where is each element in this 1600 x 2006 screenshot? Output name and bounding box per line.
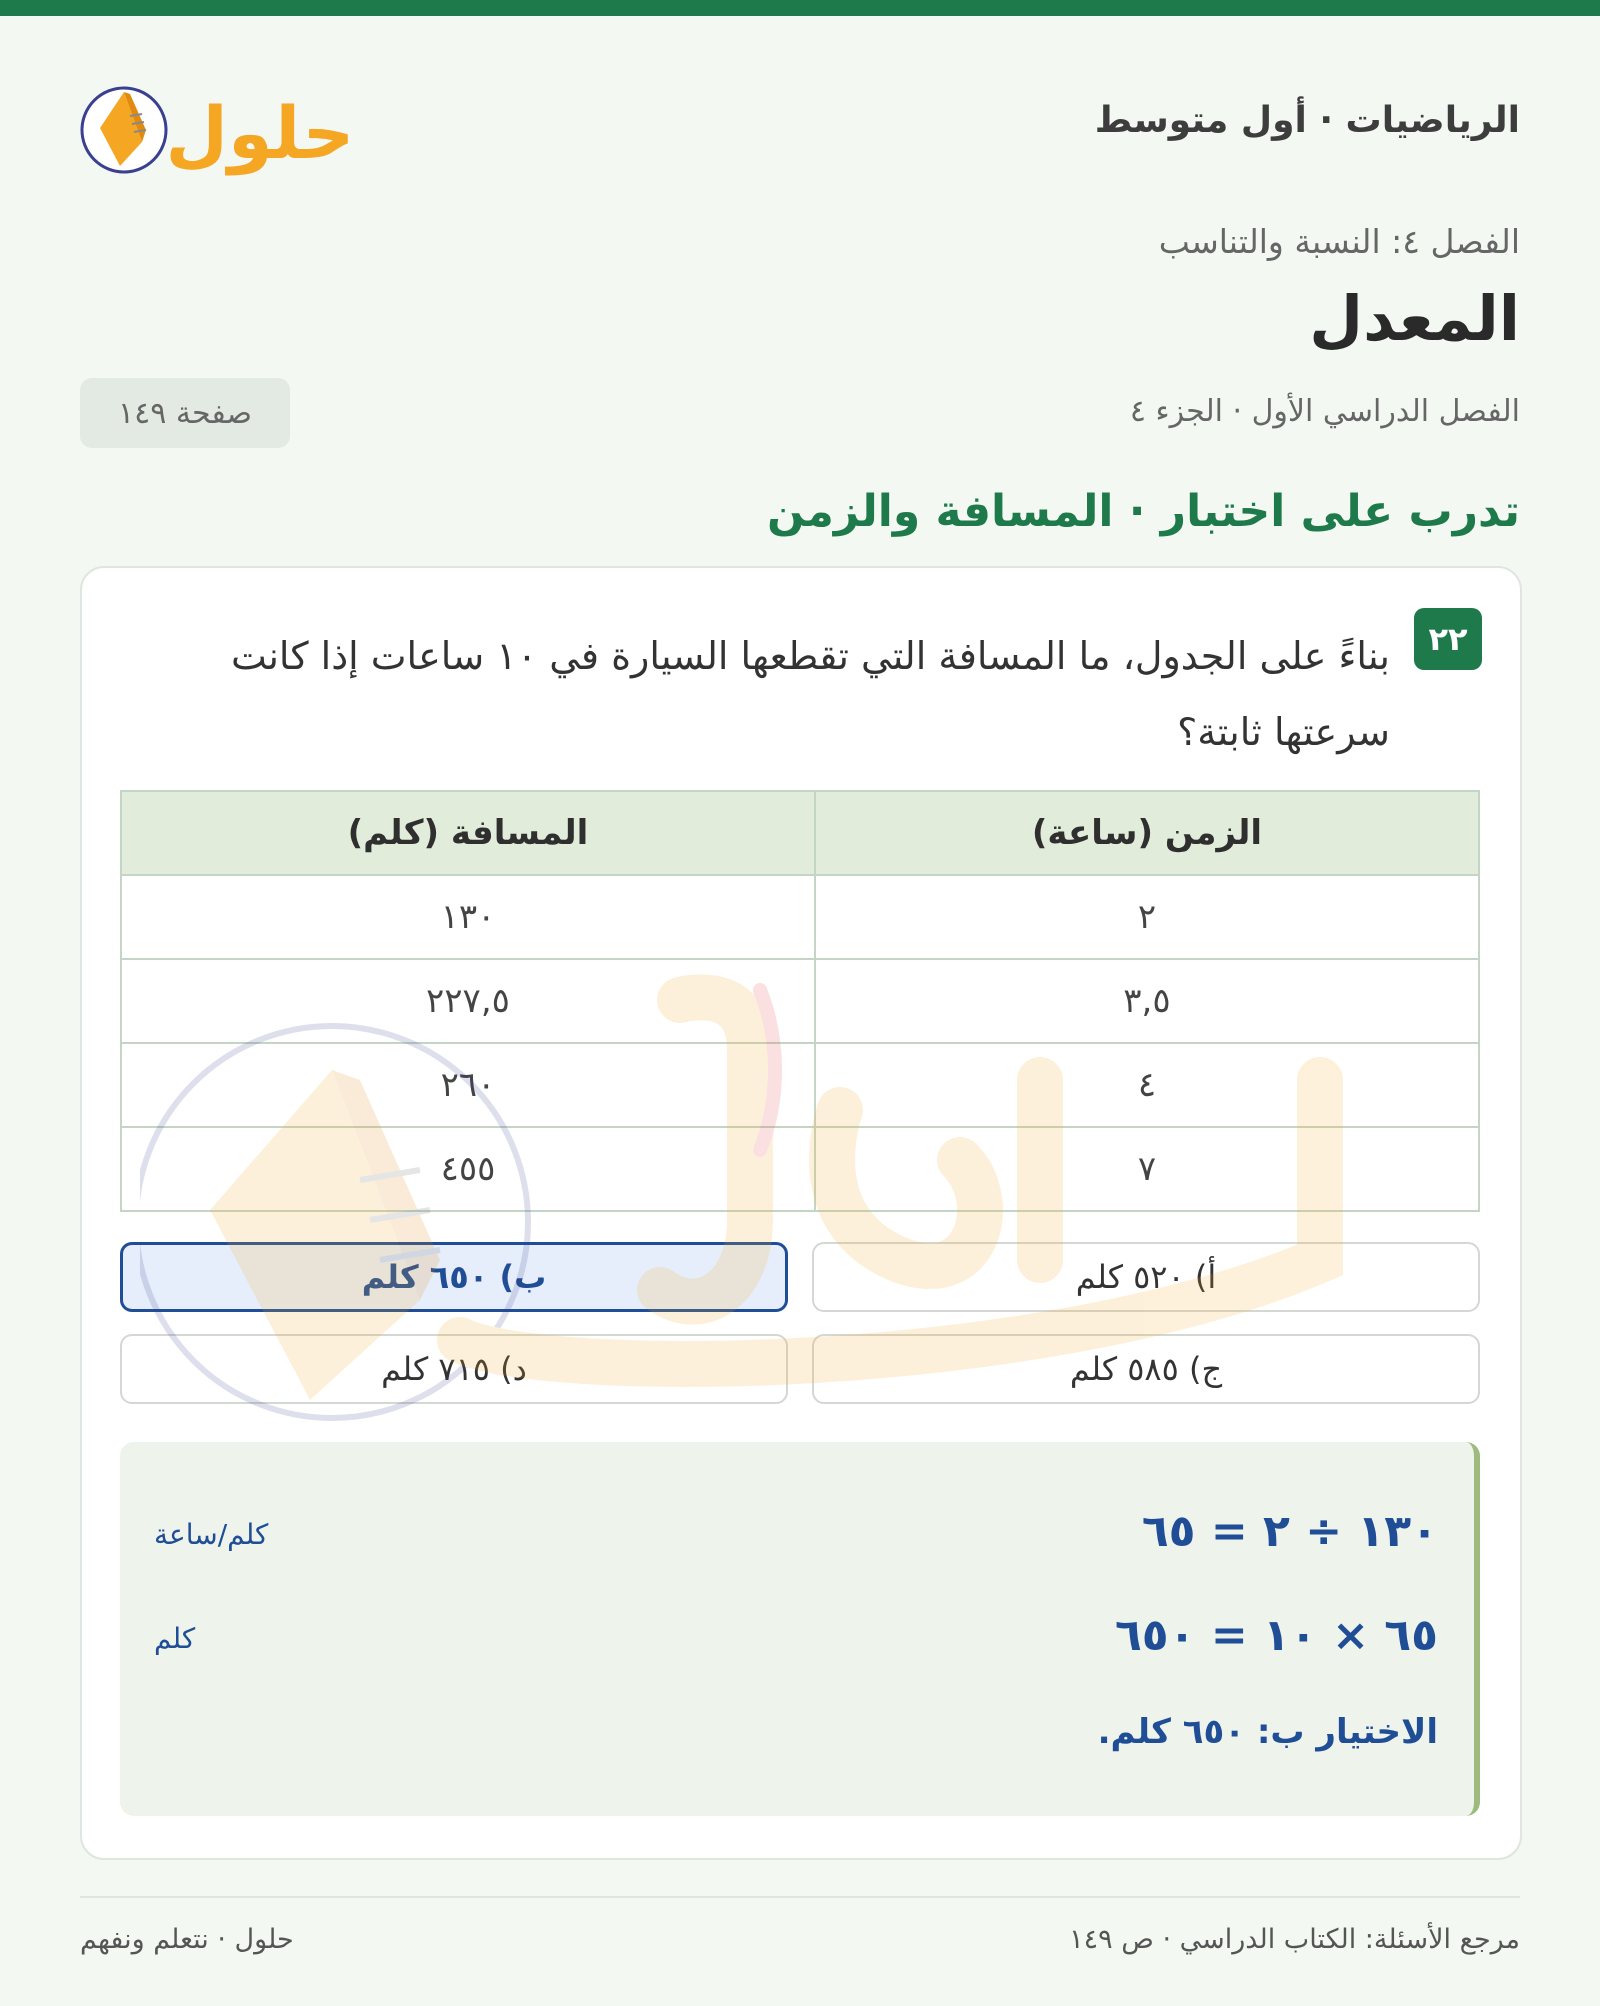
chapter-label: الفصل ٤: النسبة والتناسب [1158, 222, 1520, 261]
table-row [121, 875, 1479, 959]
option-b-button[interactable]: ب) ٦٥٠ كلم [120, 1242, 788, 1312]
top-accent-bar [0, 0, 1600, 16]
question-text: بناءً على الجدول، ما المسافة التي تقطعها السيارة في ١٠ ساعات إذا كانت سرعتها ثابتة؟ [231, 634, 1390, 754]
table-cell-distance: ٤٥٥ [121, 1127, 815, 1211]
distance-time-table [120, 790, 1480, 1212]
section-title: تدرب على اختبار · المسافة والزمن [767, 486, 1520, 537]
solution-unit-2: كلم [154, 1622, 196, 1655]
question-number-badge: ٢٢ [1414, 608, 1482, 670]
footer-reference: مرجع الأسئلة: الكتاب الدراسي · ص ١٤٩ [1069, 1924, 1520, 1955]
table-cell-distance: ١٣٠ [121, 875, 815, 959]
footer-divider [80, 1896, 1520, 1898]
table-cell-time: ٣,٥ [815, 959, 1479, 1043]
solution-answer: الاختيار ب: ٦٥٠ كلم. [1097, 1712, 1438, 1752]
solution-box [120, 1442, 1480, 1816]
solution-unit-1: كلم/ساعة [154, 1518, 269, 1551]
page-header [80, 70, 1520, 190]
subject-title: الرياضيات · أول متوسط [1094, 100, 1520, 141]
table-header-distance: المسافة (كلم) [121, 791, 815, 875]
option-c-button[interactable]: ج) ٥٨٥ كلم [812, 1334, 1480, 1404]
table-row [121, 1127, 1479, 1211]
question-card [80, 566, 1522, 1860]
table-cell-distance: ٢٦٠ [121, 1043, 815, 1127]
page-number-badge: صفحة ١٤٩ [80, 378, 290, 448]
table-header-row [121, 791, 1479, 875]
footer-brand: حلول · نتعلم ونفهم [80, 1924, 294, 1955]
table-cell-time: ٧ [815, 1127, 1479, 1211]
page-title: المعدل [1309, 282, 1520, 355]
table-row [121, 1043, 1479, 1127]
table-header-time: الزمن (ساعة) [815, 791, 1479, 875]
option-a-button[interactable]: أ) ٥٢٠ كلم [812, 1242, 1480, 1312]
option-d-button[interactable]: د) ٧١٥ كلم [120, 1334, 788, 1404]
table-cell-time: ٤ [815, 1043, 1479, 1127]
table-cell-time: ٢ [815, 875, 1479, 959]
solution-step-2: ٦٥ × ١٠ = ٦٥٠ [1114, 1610, 1438, 1661]
answer-options [120, 1242, 1480, 1412]
solution-step-1: ١٣٠ ÷ ٢ = ٦٥ [1141, 1506, 1438, 1557]
logo-text: حلول [165, 91, 355, 175]
table-cell-distance: ٢٢٧,٥ [121, 959, 815, 1043]
table-row [121, 959, 1479, 1043]
hulul-logo-icon [80, 70, 360, 190]
semester-label: الفصل الدراسي الأول · الجزء ٤ [1129, 394, 1520, 429]
